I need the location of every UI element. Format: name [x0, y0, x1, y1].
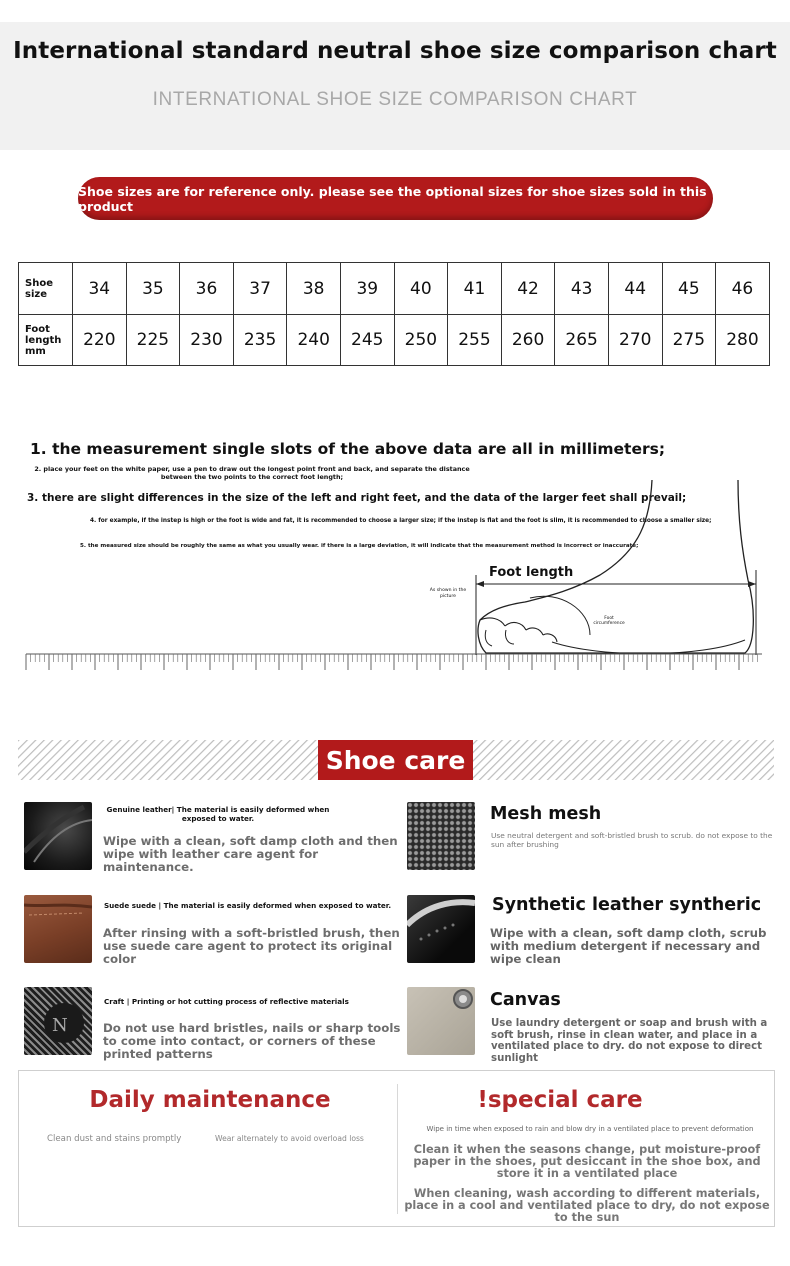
- foot-length-label: Foot length mm: [19, 315, 73, 366]
- canvas-title: Canvas: [490, 990, 561, 1010]
- suede-desc: After rinsing with a soft-bristled brush, then use suede care agent to protect its original color: [103, 926, 400, 966]
- mesh-thumb: [407, 802, 475, 870]
- suede-thumb: [24, 895, 92, 963]
- banner-text: Shoe sizes are for reference only. please see the optional sizes for shoe sizes sold in this product: [78, 183, 707, 214]
- craft-thumb: [24, 987, 92, 1055]
- length-cell: 250: [394, 315, 448, 366]
- leather-thumb: [24, 802, 92, 870]
- size-cell: 37: [233, 263, 287, 315]
- size-table: [18, 262, 770, 366]
- special-tip-3: When cleaning, wash according to different materials, place in a cool and ventilated place to dry, do not expose to the sun: [404, 1187, 770, 1224]
- shoe-size-label: Shoe size: [19, 263, 73, 315]
- length-cell: 235: [233, 315, 287, 366]
- length-cell: 265: [555, 315, 609, 366]
- shoe-care-title: Shoe care: [318, 740, 473, 780]
- craft-tag: Craft | Printing or hot cutting process of reflective materials: [104, 997, 349, 1006]
- length-cell: 270: [608, 315, 662, 366]
- synthetic-desc: Wipe with a clean, soft damp cloth, scrub with medium detergent if necessary and wipe clean: [490, 926, 767, 966]
- size-cell: 42: [501, 263, 555, 315]
- foot-circumference-label: Foot circumference: [593, 616, 625, 626]
- length-cell: 260: [501, 315, 555, 366]
- reference-banner: [78, 177, 713, 220]
- length-cell: 245: [340, 315, 394, 366]
- size-cell: 41: [448, 263, 502, 315]
- measurement-note-2: 2. place your feet on the white paper, use a pen to draw out the longest point front and back, and separate the distance between the two points to the correct foot length;: [34, 465, 470, 481]
- length-cell: 255: [448, 315, 502, 366]
- size-cell: 45: [662, 263, 716, 315]
- length-cell: 230: [180, 315, 234, 366]
- size-cell: 34: [73, 263, 127, 315]
- special-care-title: !special care: [477, 1087, 643, 1113]
- length-cell: 225: [126, 315, 180, 366]
- size-cell: 40: [394, 263, 448, 315]
- size-cell: 46: [716, 263, 770, 315]
- synthetic-thumb: [407, 895, 475, 963]
- daily-tip-2: Wear alternately to avoid overload loss: [215, 1134, 364, 1143]
- craft-desc: Do not use hard bristles, nails or sharp tools to come into contact, or corners of these printed patterns: [103, 1021, 401, 1061]
- canvas-thumb: [407, 987, 475, 1055]
- leather-tag: Genuine leather| The material is easily deformed when exposed to water.: [106, 805, 330, 823]
- special-tip-1: Wipe in time when exposed to rain and blow dry in a ventilated place to prevent deformation: [426, 1125, 754, 1133]
- length-row: [19, 315, 770, 366]
- foot-length-label: Foot length: [489, 565, 574, 580]
- size-cell: 39: [340, 263, 394, 315]
- size-cell: 38: [287, 263, 341, 315]
- maintenance-divider: [397, 1084, 398, 1214]
- length-cell: 240: [287, 315, 341, 366]
- as-shown-label: As shown in the picture: [429, 588, 467, 599]
- daily-maintenance-title: Daily maintenance: [89, 1087, 331, 1113]
- size-cell: 35: [126, 263, 180, 315]
- measurement-note-1: 1. the measurement single slots of the above data are all in millimeters;: [30, 440, 666, 458]
- page-subtitle: INTERNATIONAL SHOE SIZE COMPARISON CHART: [152, 89, 638, 110]
- measurement-note-3: 3. there are slight differences in the size of the left and right feet, and the data of the larger feet shall prevail;: [27, 492, 687, 504]
- length-cell: 220: [73, 315, 127, 366]
- special-tip-2: Clean it when the seasons change, put moisture-proof paper in the shoes, put desiccant in the shoe box, and store it in a ventilated place: [413, 1143, 761, 1180]
- measurement-note-4: 4. for example, if the instep is high or the foot is wide and fat, it is recommended to choose a larger size; if the instep is flat and the foot is slim, it is recommended to choose a smaller size;: [90, 518, 712, 524]
- size-cell: 44: [608, 263, 662, 315]
- length-cell: 275: [662, 315, 716, 366]
- length-cell: 280: [716, 315, 770, 366]
- page-title: International standard neutral shoe size comparison chart: [13, 38, 777, 64]
- mesh-title: Mesh mesh: [490, 804, 602, 824]
- foot-measure-illustration: [0, 480, 790, 680]
- suede-tag: Suede suede | The material is easily deformed when exposed to water.: [104, 901, 392, 910]
- synthetic-title: Synthetic leather syntheric: [492, 895, 762, 915]
- measurement-note-5: 5. the measured size should be roughly the same as what you usually wear. if there is a large deviation, it will indicate that the measurement method is incorrect or inaccurate;: [80, 543, 639, 549]
- canvas-desc: Use laundry detergent or soap and brush with a soft brush, rinse in clean water, and place in a ventilated place to dry. do not expose to direct sunlight: [491, 1018, 768, 1064]
- svg-text:N: N: [52, 1015, 68, 1036]
- size-cell: 36: [180, 263, 234, 315]
- size-cell: 43: [555, 263, 609, 315]
- leather-desc: Wipe with a clean, soft damp cloth and then wipe with leather care agent for maintenance.: [103, 834, 398, 874]
- mesh-desc: Use neutral detergent and soft-bristled brush to scrub. do not expose to the sun after brushing: [491, 831, 773, 849]
- size-row: [19, 263, 770, 315]
- daily-tip-1: Clean dust and stains promptly: [47, 1134, 182, 1144]
